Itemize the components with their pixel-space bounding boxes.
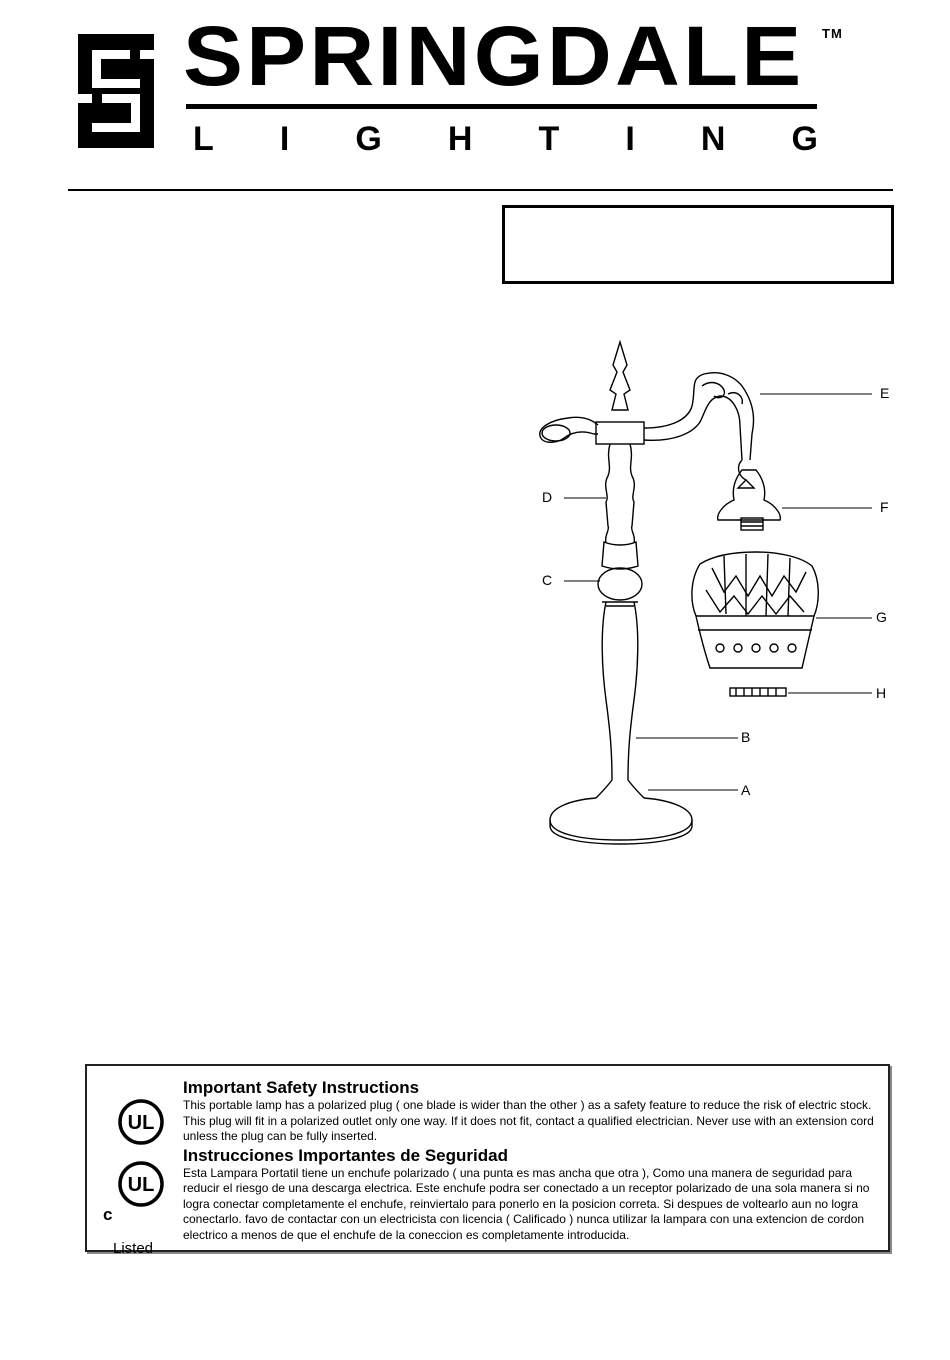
trademark-symbol: TM [822, 26, 843, 41]
subtitle-letter: T [538, 120, 560, 158]
header-divider [68, 189, 893, 191]
subtitle-letter: I [279, 120, 290, 158]
brand-underline [186, 104, 817, 109]
canada-mark: c [103, 1205, 113, 1224]
part-label-d: D [542, 489, 553, 505]
english-text: This portable lamp has a polarized plug ( one blade is wider than the other ) as a safety feature to reduce the risk of electric stock. This plug will fit in a polarized outlet only one way. If it does not fit, contact a qualified electrician. Never use with an extension cord unless the plug can be fully inserted. [183, 1098, 874, 1143]
cul-mark-text: UL [127, 1174, 155, 1196]
brand-subtitle [193, 122, 818, 156]
ball-joint-icon [598, 568, 642, 600]
part-label-a: A [741, 782, 751, 798]
spanish-heading: Instrucciones Importantes de Seguridad [183, 1145, 508, 1165]
part-label-b: B [741, 729, 751, 745]
ring-icon [730, 688, 786, 696]
subtitle-letter: I [625, 120, 635, 158]
part-label-g: G [876, 609, 887, 625]
brand-logo-icon [78, 34, 154, 148]
glass-shade-icon [692, 552, 818, 668]
spanish-text: Esta Lampara Portatil tiene un enchufe polarizado ( una punta es mas ancha que otra ), Como una manera de seguridad para reducir el riesgo de una descarga electrica. Este enchufe podra ser conectado a un receptor polarizado de una sola manera si no logra conectar completamente el enchufe, reinviertalo para ponerlo en la posicion correta. Si despues de voltearlo aun no logra conectarlo. favo de contactar con un electricista con licencia ( Calificado ) nunca utilizar la lampara con una extencion de cordon electrico a menos de que el enchufe de la coneccion es completamente introducida. [183, 1165, 870, 1242]
part-label-e: E [880, 385, 890, 401]
model-number-box [502, 205, 894, 284]
safety-instructions-box [85, 1064, 890, 1257]
part-label-h: H [876, 685, 887, 701]
part-label-c: C [542, 572, 553, 588]
subtitle-letter: H [447, 120, 473, 158]
column-icon [596, 602, 612, 798]
subtitle-letter: G [355, 120, 382, 158]
english-heading: Important Safety Instructions [183, 1078, 420, 1097]
base-icon [550, 798, 692, 840]
ul-mark-text: UL [127, 1112, 155, 1134]
cul-listed-icon [117, 1160, 165, 1208]
subtitle-letter: G [791, 120, 818, 158]
certification-marks [99, 1094, 169, 1257]
brand-name: SPRINGDALE [183, 9, 805, 103]
part-label-f: F [880, 499, 889, 515]
listed-label: Listed [113, 1240, 154, 1257]
socket-cap-icon [718, 470, 781, 520]
lamp-parts-diagram [520, 330, 900, 860]
subtitle-letter: N [700, 120, 726, 158]
safety-text [183, 1078, 877, 1243]
arm-icon [644, 373, 754, 460]
finial-icon [610, 342, 630, 410]
ul-listed-icon [117, 1098, 165, 1146]
subtitle-letter: L [193, 120, 214, 158]
